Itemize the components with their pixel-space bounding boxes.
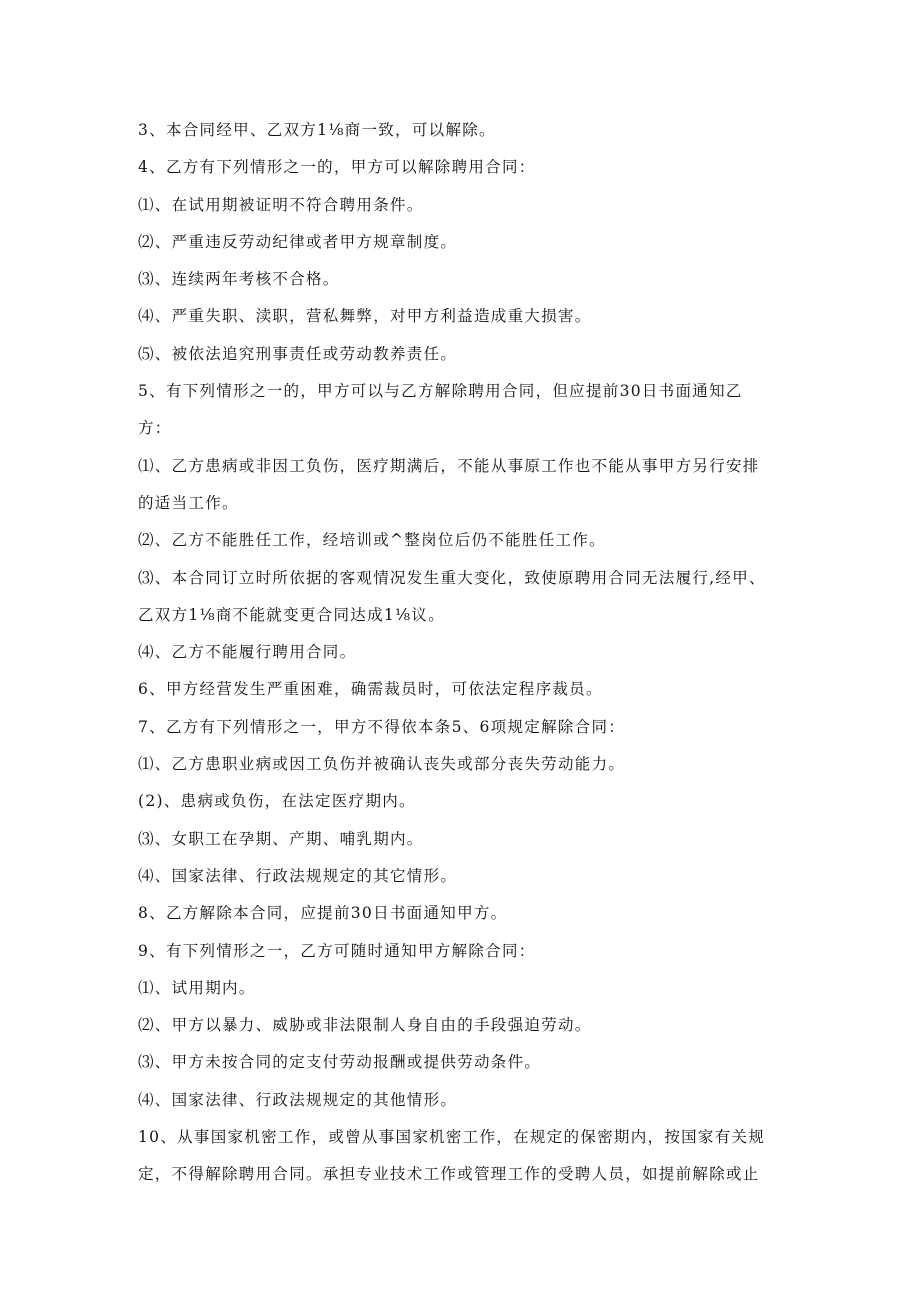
document-text-line: ⑵、甲方以暴力、威胁或非法限制人身自由的手段强迫劳动。 (138, 1016, 592, 1035)
document-text-line: ⑴、乙方患病或非因工负伤，医疗期满后，不能从事原工作也不能从事甲方另行安排 (138, 456, 760, 475)
document-text-line: 8、乙方解除本合同，应提前30日书面通知甲方。 (138, 904, 508, 923)
document-body (138, 112, 788, 1194)
document-text-line: ⑶、本合同订立时所依据的客观情况发生重大变化，致使原聘用合同无法履行,经甲、 (138, 568, 766, 587)
document-text-line: ⑶、连续两年考核不合格。 (138, 270, 340, 289)
document-text-line: ⑶、女职工在孕期、产期、哺乳期内。 (138, 829, 424, 848)
document-text-line: 9、有下列情形之一，乙方可随时通知甲方解除合同： (138, 941, 536, 960)
document-text-line: ⑸、被依法追究刑事责任或劳动教养责任。 (138, 344, 458, 363)
document-text-line: 乙双方1⅛商不能就变更合同达成1⅛议。 (138, 605, 445, 624)
document-text-line: ⑷、国家法律、行政法规规定的其他情形。 (138, 1090, 458, 1109)
document-text-line: 7、乙方有下列情形之一，甲方不得依本条5、6项规定解除合同： (138, 717, 626, 736)
document-text-line: ⑵、乙方不能胜任工作，经培训或^整岗位后仍不能胜任工作。 (138, 531, 606, 550)
document-text-line: 的适当工作。 (138, 493, 239, 512)
document-text-line: 4、乙方有下列情形之一的，甲方可以解除聘用合同： (138, 158, 536, 177)
document-text-line: 6、甲方经营发生严重困难，确需裁员时，可依法定程序裁员。 (138, 680, 603, 699)
document-text-line: ⑷、乙方不能履行聘用合同。 (138, 643, 357, 662)
document-text-line: 3、本合同经甲、乙双方1⅛商一致，可以解除。 (138, 121, 496, 139)
document-text-line: ⑶、甲方未按合同的定支付劳动报酬或提供劳动条件。 (138, 1053, 542, 1072)
document-text-line: ⑷、国家法律、行政法规规定的其它情形。 (138, 866, 458, 885)
document-text-line: ⑷、严重失职、渎职，营私舞弊，对甲方利益造成重大损害。 (138, 307, 592, 326)
document-text-line: ⑴、在试用期被证明不符合聘用条件。 (138, 195, 424, 214)
document-text-line: ⑴、试用期内。 (138, 978, 256, 997)
document-text-line: ⑵、严重违反劳动纪律或者甲方规章制度。 (138, 232, 458, 251)
document-text-line: 定，不得解除聘用合同。承担专业技术工作或管理工作的受聘人员，如提前解除或止 (138, 1165, 760, 1184)
document-text-line: 5、有下列情形之一的，甲方可以与乙方解除聘用合同，但应提前30日书面通知乙 (138, 382, 743, 401)
document-text-line: ⑴、乙方患职业病或因工负伤并被确认丧失或部分丧失劳动能力。 (138, 755, 626, 774)
document-text-line: 10、从事国家机密工作，或曾从事国家机密工作，在规定的保密期内，按国家有关规 (138, 1128, 766, 1147)
document-text-line: (2)、患病或负伤，在法定医疗期内。 (138, 792, 416, 811)
document-text-line: 方： (138, 419, 172, 438)
